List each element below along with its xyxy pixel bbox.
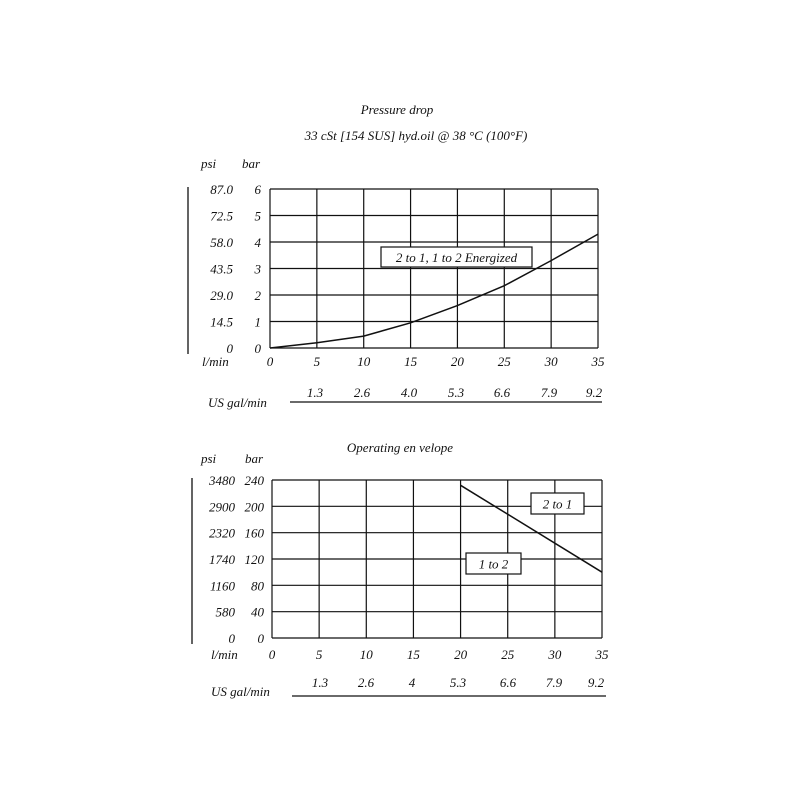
- chart2-gal-label: US gal/min: [211, 684, 270, 699]
- chart2-gal-tick-label: 9.2: [587, 675, 605, 690]
- chart2-y-tick-label: 200: [244, 499, 264, 515]
- chart2-gal-tick-label: 2.6: [357, 675, 375, 690]
- chart1-x-tick-label: 35: [591, 354, 605, 369]
- chart1-psi-tick-label: 58.0: [210, 235, 233, 250]
- chart2-x-tick-label: 15: [406, 647, 420, 662]
- chart1-psi-tick-label: 43.5: [210, 261, 233, 277]
- chart1-gal-tick-label: 2.6: [353, 385, 371, 400]
- chart2-gal-tick-label: 1.3: [311, 675, 329, 690]
- chart2-x-tick-label: 20: [454, 647, 468, 662]
- chart1-gal-label: US gal/min: [208, 395, 267, 410]
- chart2-gal-tick-label: 5.3: [449, 675, 467, 690]
- chart2-annotation-1to2: 1 to 2: [478, 556, 509, 572]
- chart1-gal-tick-label: 1.3: [306, 385, 324, 400]
- chart1-gal-tick-label: 6.6: [493, 385, 511, 400]
- chart2-y-tick-label: 80: [251, 578, 264, 594]
- chart1-gal-tick-label: 5.3: [447, 385, 465, 400]
- chart1-x-tick-label: 25: [497, 354, 511, 369]
- chart1-x-tick-label: 0: [266, 354, 274, 369]
- chart1-y-tick-label: 1: [254, 314, 261, 330]
- chart1-psi-tick-label: 0: [226, 341, 233, 356]
- chart2-y-tick-label: 160: [244, 525, 264, 541]
- chart1-gal-tick-label: 9.2: [585, 385, 603, 400]
- chart1-x-tick-label: 15: [404, 354, 418, 369]
- chart2-x-tick-label: 5: [315, 647, 323, 662]
- chart1-gal-tick-label: 7.9: [540, 385, 558, 400]
- chart2-psi-tick-label: 2900: [209, 499, 235, 515]
- chart2-y-tick-label: 240: [244, 473, 264, 488]
- chart1-x-tick-label: 30: [544, 354, 558, 369]
- chart2-x-tick-label: 30: [548, 647, 562, 662]
- chart1-annotation: 2 to 1, 1 to 2 Energized: [395, 250, 518, 265]
- chart2-y-tick-label: 0: [257, 631, 264, 646]
- chart2-x-tick-label: 35: [595, 647, 609, 662]
- chart1-psi-tick-label: 29.0: [210, 288, 233, 303]
- chart1-psi-tick-label: 14.5: [210, 314, 233, 330]
- chart1-x-tick-label: 20: [450, 354, 464, 369]
- chart1-y-tick-label: 0: [254, 341, 261, 356]
- chart2-gal-tick-label: 6.6: [499, 675, 517, 690]
- chart1-y-tick-label: 5: [254, 208, 261, 224]
- chart2-x-label: l/min: [211, 647, 238, 662]
- chart1-y-tick-label: 2: [254, 288, 261, 303]
- chart1-x-tick-label: 5: [313, 354, 321, 369]
- chart2-gal-tick-label: 7.9: [545, 675, 563, 690]
- chart1-y-tick-label: 3: [254, 261, 261, 277]
- chart1-y-tick-label: 6: [254, 182, 261, 197]
- chart2-x-tick-label: 25: [501, 647, 515, 662]
- chart1-y-tick-label: 4: [254, 235, 261, 250]
- chart2-psi-label: psi: [201, 451, 217, 466]
- chart1-x-tick-label: 10: [357, 354, 371, 369]
- chart2-x-tick-label: 0: [268, 647, 276, 662]
- chart2-psi-tick-label: 1740: [209, 552, 235, 567]
- chart1-psi-tick-label: 87.0: [210, 182, 233, 197]
- chart2-gal-tick-label: 4: [408, 675, 416, 690]
- chart1-title: Pressure drop: [360, 102, 434, 117]
- chart2-psi-tick-label: 1160: [209, 578, 235, 594]
- chart2-psi-tick-label: 0: [228, 631, 235, 646]
- chart2-title: Operating en velope: [346, 440, 454, 455]
- chart2-y-tick-label: 40: [251, 604, 264, 620]
- chart2-bar-label: bar: [245, 451, 264, 466]
- chart1-gal-tick-label: 4.0: [400, 385, 418, 400]
- chart1-x-label: l/min: [202, 354, 229, 369]
- chart1-subtitle: 33 cSt [154 SUS] hyd.oil @ 38 °C (100°F): [304, 128, 528, 143]
- chart1-bar-label: bar: [242, 156, 261, 171]
- chart2-annotation-2to1: 2 to 1: [542, 496, 573, 512]
- chart2-psi-tick-label: 2320: [209, 525, 235, 541]
- chart2-x-tick-label: 10: [359, 647, 373, 662]
- chart2-psi-tick-label: 580: [215, 604, 235, 620]
- chart1-psi-label: psi: [201, 156, 217, 171]
- chart2-psi-tick-label: 3480: [209, 473, 235, 488]
- chart2-y-tick-label: 120: [244, 552, 264, 567]
- chart1-psi-tick-label: 72.5: [210, 208, 233, 224]
